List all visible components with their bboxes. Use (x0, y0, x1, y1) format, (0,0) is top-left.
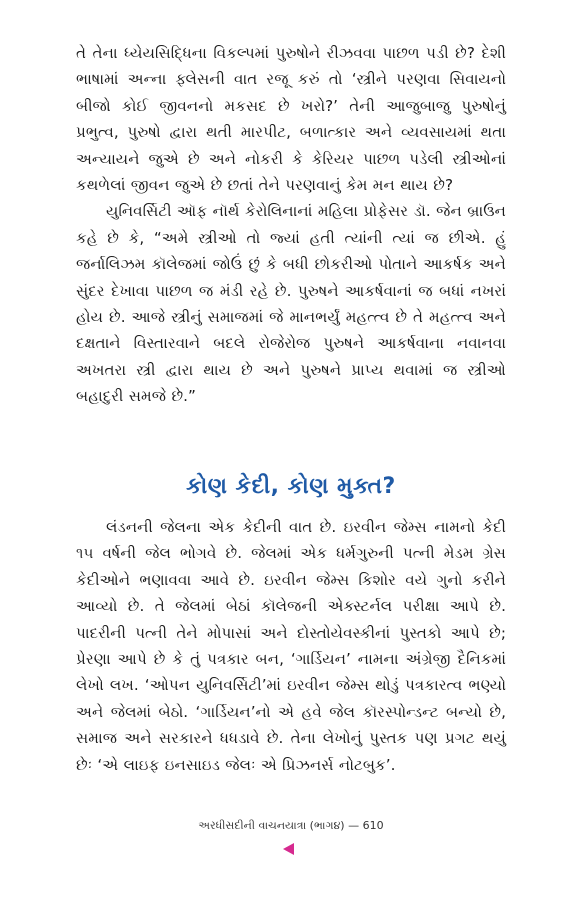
paragraph: લંડનની જેલના એક કેદીની વાત છે. ઇરવીન જેમ્સ નામનો કેદી ૧૫ વર્ષની જેલ ભોગવે છે. જેલમાં એક ધર્મગુરુની પત્ની મેડમ ગ્રેસ કેદીઓને ભણાવવા આવે છે. ઇરવીન જેમ્સ કિશોર વયે ગુનો કરીને આવ્યો છે. તે જેલમાં બેઠાં કૉલેજની એક્સ્ટર્નલ પરીક્ષા આપે છે. પાદરીની પત્ની તેને મોપાસાં અને દોસ્તોયેવસ્કીનાં પુસ્તકો આપે છે; પ્રેરણા આપે છે કે તું પત્રકાર બન, ‘ગાર્ડિયન’ નામના અંગ્રેજી દૈનિકમાં લેખો લખ. ‘ઓપન યુનિવર્સિટી’માં ઇરવીન જેમ્સ થોડું પત્રકારત્વ ભણ્યો અને જેલમાં બેઠો. ‘ગાર્ડિયન’નો એ હવે જેલ કૉરસ્પોન્ડન્ટ બન્યો છે, સમાજ અને સરકારને ધધડાવે છે. તેના લેખોનું પુસ્તક પણ પ્રગટ થયું છેઃ ‘એ લાઇફ ઇનસાઇડ જેલઃ એ પ્રિઝનર્સ નોટબુક’. (76, 518, 506, 774)
section-body-text (76, 514, 506, 778)
prev-page-triangle-left-icon[interactable] (283, 843, 294, 855)
paragraph: તે તેના ધ્યેયસિદ્ધિના વિકલ્પમાં પુરુષોને રીઝવવા પાછળ પડી છે? દેશી ભાષામાં અન્ના ફ્લેસની વાત રજૂ કરું તો ‘સ્ત્રીને પરણવા સિવાયનો બીજો કોઈ જીવનનો મકસદ છે ખરો?’ તેની આજુબાજુ પુરુષોનું પ્રભુત્વ, પુરુષો દ્વારા થતી મારપીટ, બળાત્કાર અને વ્યવસાયમાં થતા અન્યાયને જુએ છે અને નોકરી કે કેરિયર પાછળ પડેલી સ્ત્રીઓનાં કથળેલાં જીવન જુએ છે છતાં તેને પરણવાનું કેમ મન થાય છે? (76, 44, 506, 195)
page-footer: અરધીસદીની વાચનયાત્રા (ભાગ૪) — 610 (198, 819, 384, 832)
section-continued-text (76, 40, 506, 410)
section-heading: કોણ કેદી, કોણ મુક્ત? (186, 474, 396, 499)
paragraph: યુનિવર્સિટી ઑફ નૉર્થ કેરોલિનાનાં મહિલા પ્રોફેસર ડૉ. જેન બ્રાઉન કહે છે કે, “અમે સ્ત્રીઓ તો જ્યાં હતી ત્યાંની ત્યાં જ છીએ. હું જર્નાલિઝમ કૉલેજમાં જોઉં છું કે બધી છોકરીઓ પોતાને આકર્ષક અને સુંદર દેખાવા પાછળ જ મંડી રહે છે. પુરુષને આકર્ષવાનાં જ બધાં નખરાં હોય છે. આજે સ્ત્રીનું સમાજમાં જે માનભર્યું મહત્ત્વ છે તે મહત્ત્વ અને દક્ષતાને વિસ્તારવાને બદલે રોજેરોજ પુરુષને આકર્ષવાના નવાનવા અખતરા સ્ત્રી દ્વારા થાય છે અને પુરુષને પ્રાપ્ય થવામાં જ સ્ત્રીઓ બહાદુરી સમજે છે.” (76, 202, 506, 406)
